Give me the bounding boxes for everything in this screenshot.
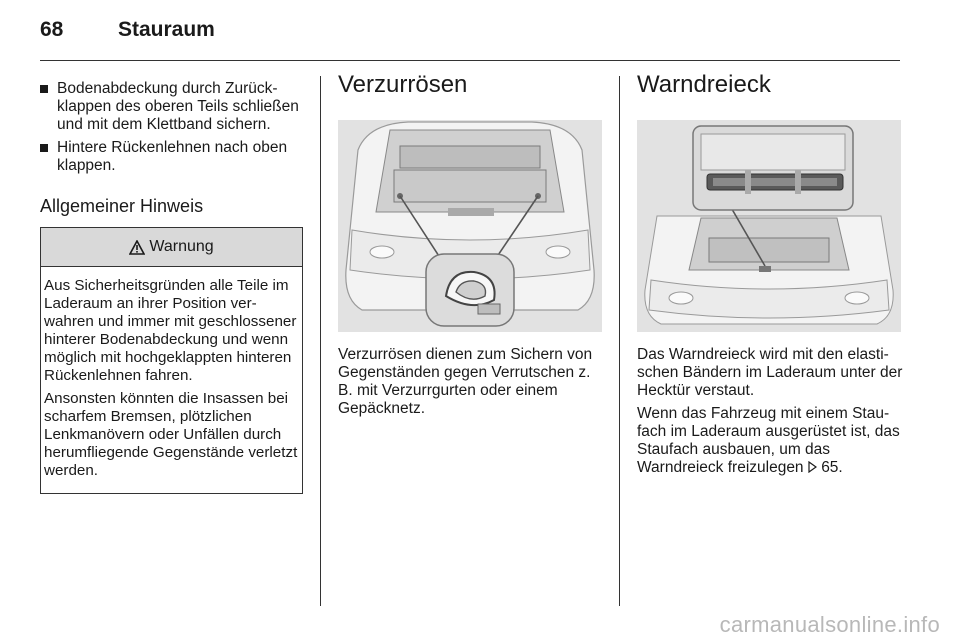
square-bullet-icon — [40, 144, 48, 152]
warning-triangle-paragraph: Das Warndreieck wird mit den elastischen Bändern im Laderaum unter der Hecktür verstaut. — [637, 346, 903, 399]
car-trunk-lashing-eye-image — [338, 120, 602, 332]
warning-triangle-icon — [129, 240, 145, 255]
warning-triangle-illustration — [637, 120, 901, 332]
warning-box — [40, 227, 303, 494]
page-header — [40, 18, 900, 48]
warning-paragraph: Ansonsten könnten die Insassen bei scharfem Bremsen, plötzlichen Lenkmanövern oder Unfällen durch herumfliegende Gegenstände verletzt werden. — [44, 390, 298, 479]
list-item — [40, 139, 305, 175]
column-2 — [338, 71, 604, 418]
storage-paragraph-text: Wenn das Fahrzeug mit einem Staufach im Laderaum ausgerüstet ist, das Staufach ausbauen, um das Warndreieck freizulegen — [637, 405, 900, 476]
warning-body — [41, 267, 302, 493]
column-separator — [619, 76, 620, 606]
bullet-list — [40, 80, 305, 175]
car-trunk-warning-triangle-image — [637, 120, 901, 332]
subheading-general-note: Allgemeiner Hinweis — [40, 196, 204, 216]
list-item-text: Bodenabdeckung durch Zurückklappen des oberen Teils schließen und mit dem Klettband sichern. — [57, 80, 299, 133]
square-bullet-icon — [40, 85, 48, 93]
page-reference-link[interactable]: 65. — [821, 459, 843, 476]
warning-header — [41, 228, 302, 267]
lashing-eyes-paragraph: Verzurrösen dienen zum Sichern von Gegenständen gegen Verrutschen z. B. mit Verzurrgurten oder einem Gepäcknetz. — [338, 346, 593, 417]
section-heading-lashing-eyes: Verzurrösen — [338, 71, 468, 98]
list-item-text: Hintere Rückenlehnen nach oben klappen. — [57, 139, 288, 174]
watermark: carmanualsonline.info — [719, 612, 940, 637]
warning-triangle-paragraph — [637, 405, 905, 477]
lashing-eyes-illustration — [338, 120, 602, 332]
column-separator — [320, 76, 321, 606]
column-1 — [40, 80, 305, 494]
warning-paragraph: Aus Sicherheitsgründen alle Teile im Laderaum an ihrer Position verwahren und immer mit geschlossener hinterer Bodenabdeckung und wenn möglich mit hochgeklappten hinteren Rückenlehnen fahren. — [44, 277, 297, 384]
list-item — [40, 80, 305, 134]
column-3 — [637, 71, 905, 477]
page-title: Stauraum — [118, 18, 215, 41]
warning-title: Warnung — [149, 238, 214, 255]
header-rule — [40, 60, 900, 61]
section-heading-warning-triangle: Warndreieck — [637, 71, 771, 98]
page-reference-arrow-icon — [808, 461, 817, 473]
page-number: 68 — [40, 18, 64, 41]
